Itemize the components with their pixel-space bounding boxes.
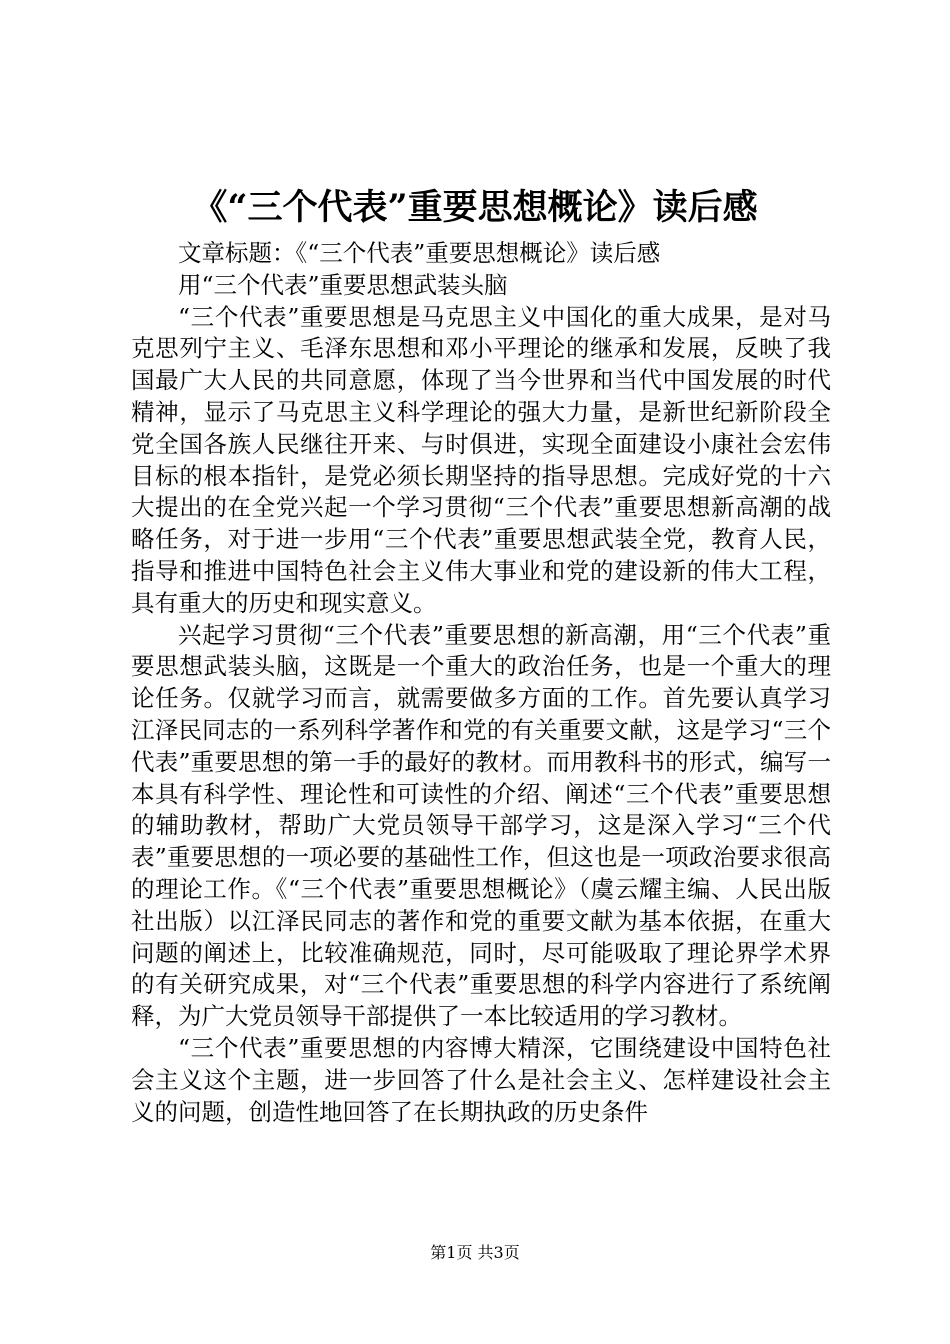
page-footer: 第1页 共3页	[430, 1243, 520, 1262]
subtitle-line: 用“三个代表”重要思想武装头脑	[178, 270, 508, 299]
document-title: 《“三个代表”重要思想概论》读后感	[192, 187, 758, 228]
paragraph: 兴起学习贯彻“三个代表”重要思想的新高潮，用“三个代表”重要思想武装头脑，这既是一个重大的政治任务，也是一个重大的理论任务。仅就学习而言，就需要做多方面的工作。首先要认真学习江泽民同志的一系列科学著作和党的有关重要文献，这是学习“三个代表”重要思想的第一手的最好的教材。而用教科书的形式，编写一本具有科学性、理论性和可读性的介绍、阐述“三个代表”重要思想的辅助教材，帮助广大党员领导干部学习，这是深入学习“三个代表”重要思想的一项必要的基础性工作，但这也是一项政治要求很高的理论工作。《“三个代表”重要思想概论》（虞云耀主编、人民出版社出版）以江泽民同志的著作和党的重要文献为基本依据，在重大问题的阐述上，比较准确规范，同时，尽可能吸取了理论界学术界的有关研究成果，对“三个代表”重要思想的科学内容进行了系统阐释，为广大党员领导干部提供了一本比较适用的学习教材。	[131, 620, 831, 1031]
article-title-line: 文章标题：《“三个代表”重要思想概论》读后感	[178, 239, 661, 267]
paragraph: “三个代表”重要思想的内容博大精深，它围绕建设中国特色社会主义这个主题，进一步回答了什么是社会主义、怎样建设社会主义的问题，创造性地回答了在长期执政的历史条件	[131, 1033, 831, 1126]
paragraph: “三个代表”重要思想是马克思主义中国化的重大成果，是对马克思列宁主义、毛泽东思想和邓小平理论的继承和发展，反映了我国最广大人民的共同意愿，体现了当今世界和当代中国发展的时代精神，显示了马克思主义科学理论的强大力量，是新世纪新阶段全党全国各族人民继往开来、与时俱进，实现全面建设小康社会宏伟目标的根本指针，是党必须长期坚持的指导思想。完成好党的十六大提出的在全党兴起一个学习贯彻“三个代表”重要思想新高潮的战略任务，对于进一步用“三个代表”重要思想武装全党，教育人民，指导和推进中国特色社会主义伟大事业和党的建设新的伟大工程，具有重大的历史和现实意义。	[131, 302, 831, 617]
document-body	[131, 238, 831, 1128]
